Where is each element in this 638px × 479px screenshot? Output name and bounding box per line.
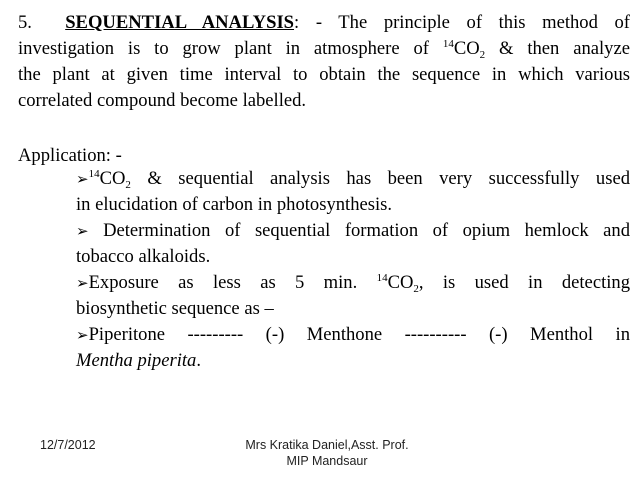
list-item-line <box>76 218 630 244</box>
isotope-mass: 14 <box>376 272 388 284</box>
isotope-mass: 14 <box>442 38 454 50</box>
list-item-line: tobacco alkaloids. <box>76 246 211 267</box>
list-item-text: Determination of sequential formation of opium hemlock and <box>88 220 630 241</box>
section-heading: SEQUENTIAL ANALYSIS <box>65 12 295 33</box>
isotope-mass: 14 <box>88 168 100 180</box>
list-item-line: biosynthetic sequence as – <box>76 298 274 319</box>
footer-date: 12/7/2012 <box>40 438 96 452</box>
species-name: Mentha piperita <box>76 350 197 371</box>
arrow-bullet-icon: ➢ <box>76 222 89 240</box>
list-item-text: Exposure as less as 5 min. <box>88 272 377 293</box>
arrow-bullet-icon: ➢ <box>76 274 89 292</box>
application-heading: Application: - <box>18 145 122 166</box>
arrow-bullet-icon: ➢ <box>76 170 89 188</box>
list-item-line <box>76 270 630 296</box>
formula-subscript: 2 <box>125 179 131 191</box>
list-item <box>76 270 630 322</box>
paragraph-line-3: the plant at given time interval to obtain the sequence in which various <box>18 64 630 85</box>
formula: CO <box>99 168 126 189</box>
footer-author-line: Mrs Kratika Daniel,Asst. Prof. <box>245 438 409 452</box>
list-item-line <box>76 166 630 192</box>
formula: CO <box>387 272 414 293</box>
paragraph-text: : - The principle of this method of <box>294 12 631 33</box>
section-paragraph <box>18 10 630 114</box>
list-item-line: in elucidation of carbon in photosynthesis. <box>76 194 393 215</box>
formula-subscript: 2 <box>413 283 419 295</box>
list-item-text: . <box>196 350 201 371</box>
list-item-line <box>76 322 630 348</box>
section-number: 5. <box>18 12 32 33</box>
footer-author <box>224 437 430 469</box>
formula-subscript: 2 <box>479 49 486 61</box>
list-item <box>76 218 630 270</box>
list-item-line <box>76 348 630 374</box>
list-item-text: , is used in detecting <box>418 272 630 293</box>
formula: CO <box>453 38 480 59</box>
application-list <box>76 166 630 374</box>
paragraph-line-1 <box>18 10 630 36</box>
footer-author-line: MIP Mandsaur <box>286 454 368 468</box>
list-item <box>76 322 630 374</box>
list-item-text: Piperitone --------- (-) Menthone ---------- (-) Menthol in <box>88 324 630 345</box>
paragraph-line-2 <box>18 36 630 62</box>
list-item <box>76 166 630 218</box>
paragraph-text: & then analyze <box>485 38 630 59</box>
paragraph-line-4: correlated compound become labelled. <box>18 90 307 111</box>
paragraph-text: investigation is to grow plant in atmosphere of <box>18 38 443 59</box>
arrow-bullet-icon: ➢ <box>76 326 89 344</box>
list-item-text: & sequential analysis has been very successfully used <box>130 168 630 189</box>
